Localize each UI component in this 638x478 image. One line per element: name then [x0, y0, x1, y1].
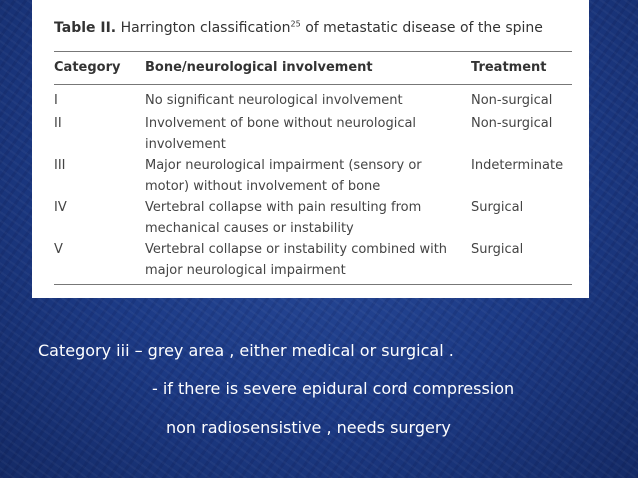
header-treatment: Treatment [471, 60, 547, 75]
header-involvement: Bone/neurological involvement [145, 60, 373, 75]
row-2-treatment: Non-surgical [471, 116, 553, 131]
table-top-rule [54, 51, 572, 52]
row-5-treatment: Surgical [471, 242, 524, 257]
row-1-category: I [54, 93, 58, 108]
row-2-involvement: Involvement of bone without neurological involvement [145, 116, 417, 152]
header-category: Category [54, 60, 121, 75]
table-title-tail: of metastatic disease of the spine [305, 20, 543, 36]
table-title [54, 20, 543, 36]
row-3-involvement: Major neurological impairment (sensory or motor) without involvement of bone [145, 158, 422, 194]
table-title-text: Harrington classification [120, 20, 291, 36]
note-line-2: - if there is severe epidural cord compression [152, 379, 515, 398]
note-line-1: Category iii – grey area , either medical or surgical . [38, 341, 454, 360]
row-3-category: III [54, 158, 66, 173]
row-4-treatment: Surgical [471, 200, 524, 215]
table-bottom-rule [54, 284, 572, 285]
table-title-reference: 25 [290, 19, 301, 29]
row-4-category: IV [54, 200, 67, 215]
row-1-treatment: Non-surgical [471, 93, 553, 108]
table-header-rule [54, 84, 572, 85]
row-5-involvement: Vertebral collapse or instability combined with major neurological impairment [145, 242, 448, 278]
row-3-treatment: Indeterminate [471, 158, 564, 173]
row-1-involvement: No significant neurological involvement [145, 93, 403, 108]
row-2-category: II [54, 116, 62, 131]
table-panel [32, 0, 589, 298]
note-line-3: non radiosensistive , needs surgery [166, 418, 451, 437]
table-title-label: Table II. [54, 20, 117, 36]
row-4-involvement: Vertebral collapse with pain resulting from mechanical causes or instability [145, 200, 422, 236]
row-5-category: V [54, 242, 63, 257]
